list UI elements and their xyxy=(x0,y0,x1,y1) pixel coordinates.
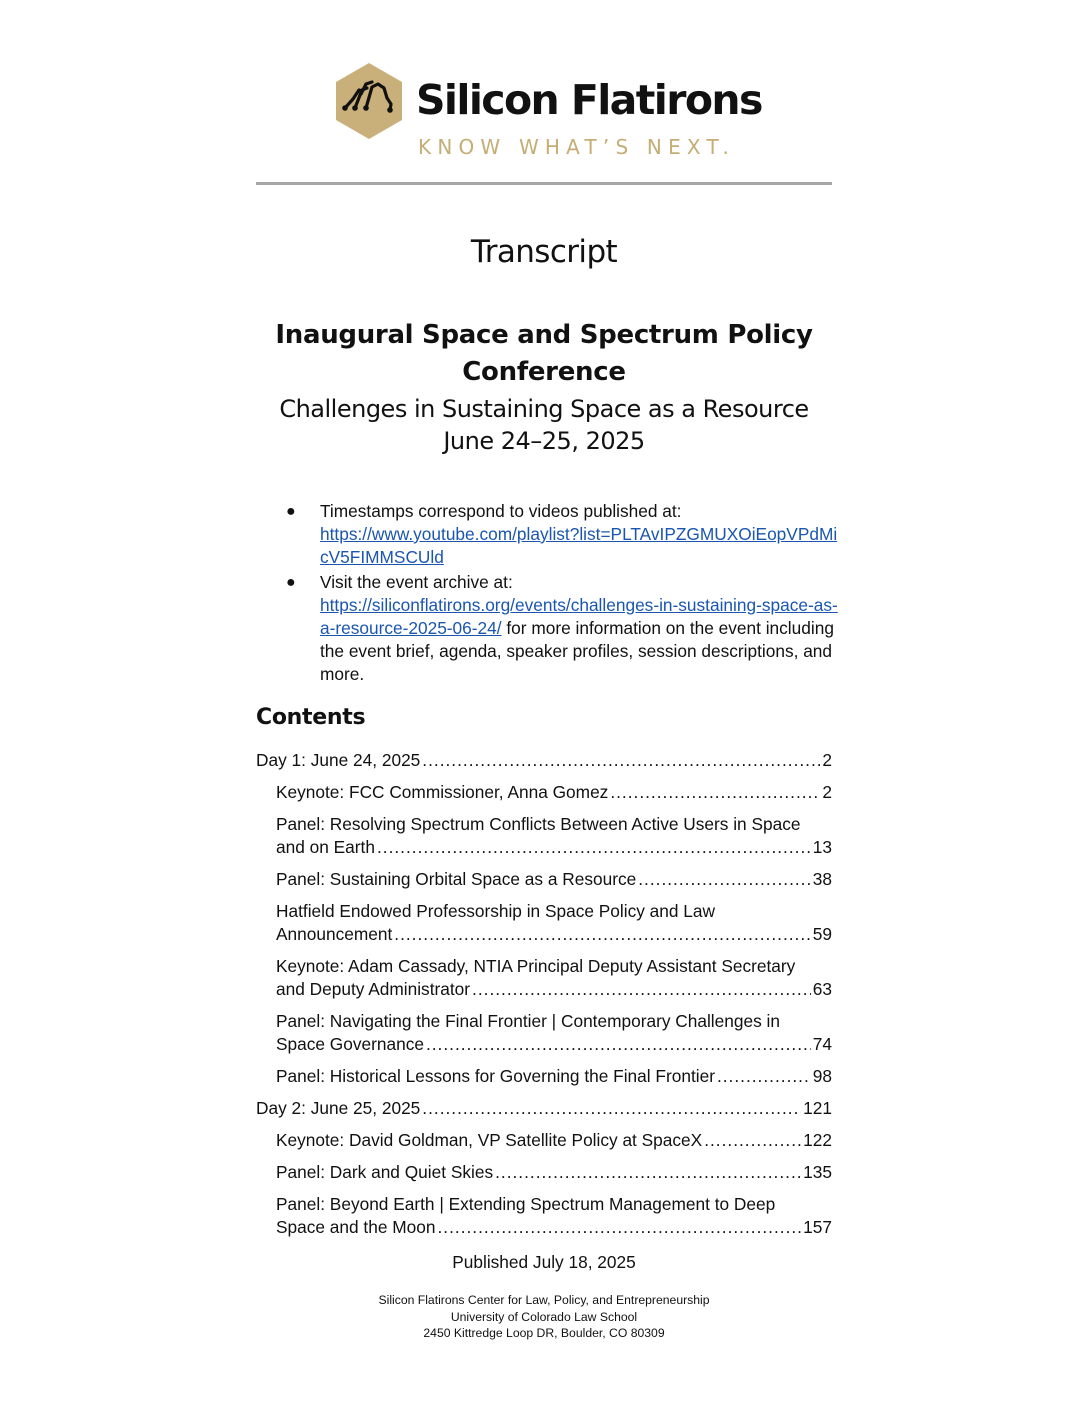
bullet-icon: ● xyxy=(286,574,296,591)
toc-entry-panel-spectrum-conflicts[interactable] xyxy=(256,813,832,859)
toc-entry-label: and on Earth xyxy=(276,837,375,857)
conference-subtitle: Challenges in Sustaining Space as a Resource xyxy=(279,395,809,423)
toc-entry-keynote-gomez[interactable] xyxy=(256,781,832,804)
toc-entry-label: and Deputy Administrator xyxy=(276,979,471,999)
toc-dot-leader xyxy=(495,1161,801,1184)
youtube-playlist-link[interactable]: https://www.youtube.com/playlist?list=PLTAvIPZGMUXOiEopVPdMicV5FIMMSCUld xyxy=(320,524,838,567)
toc-entry-panel-beyond-earth[interactable] xyxy=(256,1193,832,1239)
toc-dot-leader xyxy=(422,749,820,772)
toc-dot-leader xyxy=(438,1216,802,1239)
toc-dot-leader xyxy=(422,1097,801,1120)
toc-page-number: 121 xyxy=(803,1098,832,1118)
toc-entry-label: Panel: Dark and Quiet Skies xyxy=(276,1162,494,1182)
toc-entry-panel-final-frontier[interactable] xyxy=(256,1010,832,1056)
toc-entry-label-line-1: Hatfield Endowed Professorship in Space Policy and Law xyxy=(276,901,716,921)
toc-dot-leader xyxy=(704,1129,801,1152)
contents-heading: Contents xyxy=(256,705,366,730)
note-text: Timestamps correspond to videos published at: xyxy=(320,501,682,521)
toc-dot-leader xyxy=(394,923,811,946)
toc-entry-label-line-1: Panel: Beyond Earth | Extending Spectrum Management to Deep xyxy=(276,1194,776,1214)
bullet-icon: ● xyxy=(286,503,296,520)
toc-page-number: 2 xyxy=(822,750,832,770)
event-archive-link-text: https://siliconflatirons.org/events/challenges-in-sustaining-space-as-a-resource-2025-06-24/ xyxy=(320,595,838,638)
toc-entry-label: Announcement xyxy=(276,924,393,944)
note-text: Visit the event archive at: xyxy=(320,572,513,592)
toc-page-number: 2 xyxy=(822,782,832,802)
header-divider xyxy=(256,182,832,185)
toc-entry-label: Space and the Moon xyxy=(276,1217,436,1237)
toc-entry-label: Panel: Historical Lessons for Governing the Final Frontier xyxy=(276,1066,715,1086)
table-of-contents xyxy=(256,749,832,1248)
toc-dot-leader xyxy=(472,978,811,1001)
toc-entry-panel-orbital-space[interactable] xyxy=(256,868,832,891)
toc-page-number: 13 xyxy=(812,837,832,857)
logo-tagline: KNOW WHAT’S NEXT. xyxy=(418,135,736,159)
silicon-flatirons-logo xyxy=(334,62,764,162)
toc-dot-leader xyxy=(377,836,811,859)
logo-wordmark: Silicon Flatirons xyxy=(416,76,762,124)
toc-page-number: 74 xyxy=(812,1034,832,1054)
toc-dot-leader xyxy=(638,868,811,891)
toc-dot-leader xyxy=(426,1033,811,1056)
toc-entry-label: Panel: Sustaining Orbital Space as a Resource xyxy=(276,869,637,889)
conference-title-line-2: Conference xyxy=(462,357,626,387)
toc-entry-panel-historical-lessons[interactable] xyxy=(256,1065,832,1088)
toc-entry-day-1[interactable] xyxy=(256,749,832,772)
published-date: Published July 18, 2025 xyxy=(452,1252,636,1272)
toc-page-number: 122 xyxy=(803,1130,832,1150)
toc-entry-label: Keynote: FCC Commissioner, Anna Gomez xyxy=(276,782,609,802)
toc-dot-leader xyxy=(610,781,820,804)
note-text-after: for more information on the event including the event brief, agenda, speaker profiles, session descriptions, and more. xyxy=(320,618,834,684)
conference-dates: June 24–25, 2025 xyxy=(443,427,645,455)
mountain-circuit-hexagon-icon xyxy=(334,62,404,140)
conference-title xyxy=(256,317,832,391)
toc-page-number: 63 xyxy=(812,979,832,999)
toc-page-number: 98 xyxy=(812,1066,832,1086)
toc-page-number: 135 xyxy=(803,1162,832,1182)
toc-page-number: 38 xyxy=(812,869,832,889)
conference-title-line-1: Inaugural Space and Spectrum Policy xyxy=(275,320,813,350)
toc-entry-label: Day 1: June 24, 2025 xyxy=(256,750,421,770)
toc-entry-label: Day 2: June 25, 2025 xyxy=(256,1098,421,1118)
notes-list xyxy=(282,500,842,686)
document-type-heading: Transcript xyxy=(470,234,618,270)
toc-entry-label-line-1: Panel: Resolving Spectrum Conflicts Between Active Users in Space xyxy=(276,814,801,834)
toc-entry-label: Keynote: David Goldman, VP Satellite Policy at SpaceX xyxy=(276,1130,703,1150)
toc-entry-hatfield-professorship[interactable] xyxy=(256,900,832,946)
note-item-timestamps xyxy=(282,500,842,569)
note-item-event-archive xyxy=(282,571,842,686)
footer-organization: Silicon Flatirons Center for Law, Policy, and Entrepreneurship xyxy=(378,1293,710,1307)
footer-school: University of Colorado Law School xyxy=(450,1309,638,1324)
toc-entry-day-2[interactable] xyxy=(256,1097,832,1120)
toc-entry-keynote-goldman[interactable] xyxy=(256,1129,832,1152)
toc-entry-label-line-1: Panel: Navigating the Final Frontier | Contemporary Challenges in xyxy=(276,1011,780,1031)
toc-page-number: 59 xyxy=(812,924,832,944)
toc-dot-leader xyxy=(717,1065,811,1088)
toc-entry-label-line-1: Keynote: Adam Cassady, NTIA Principal Deputy Assistant Secretary xyxy=(276,956,796,976)
toc-entry-panel-dark-quiet-skies[interactable] xyxy=(256,1161,832,1184)
toc-entry-label: Space Governance xyxy=(276,1034,424,1054)
toc-entry-keynote-cassady[interactable] xyxy=(256,955,832,1001)
conference-subtitle-block xyxy=(240,393,848,457)
footer-street-address: 2450 Kittredge Loop DR, Boulder, CO 80309 xyxy=(423,1326,665,1340)
footer-address xyxy=(256,1292,832,1342)
toc-page-number: 157 xyxy=(803,1217,832,1237)
